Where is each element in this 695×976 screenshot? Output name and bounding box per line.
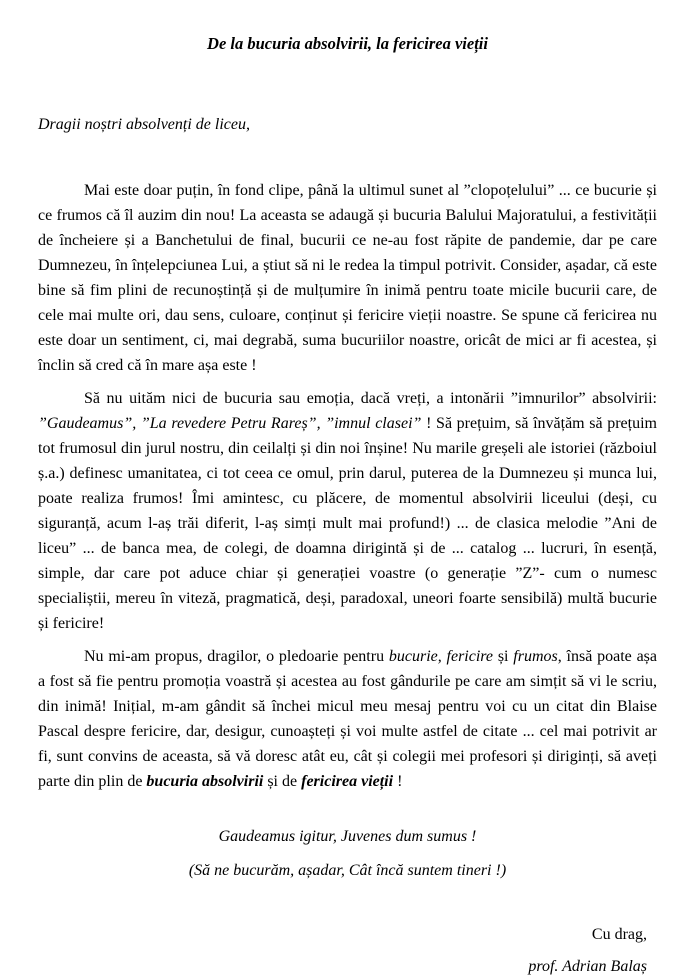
latin-quote-line: Gaudeamus igitur, Juvenes dum sumus ! xyxy=(218,828,477,845)
paragraph-1-text: Mai este doar puțin, în fond clipe, până la ultimul sunet al ”clopoțelului” ... ce bucurie și ce frumos că îl auzim din nou! La aceasta se adaugă și bucuria Balului Majoratului, a festivității de încheiere și a Banchetului de final, bucurii ce ne-au fost răpite de pandemie, dar pe care Dumnezeu, în înțelepciunea Lui, a știut să ni le redea la timpul potrivit. Consider, așadar, că este bine să fim plini de recunoștință și de mulțumire în inimă pentru toate micile bucurii care, de cele mai multe ori, dau sens, culoare, conținut și fericire vieții noastre. Se spune că fericirea nu este doar un sentiment, ci, mai degrabă, suma bucuriilor noastre, oricât de mici ar fi acestea, și înclin să cred că în mare așa este ! xyxy=(38,182,657,374)
hymn-titles-emphasis: ”Gaudeamus”, ”La revedere Petru Rareș”, ”imnul clasei” xyxy=(38,415,422,432)
body-paragraph-2 xyxy=(38,386,657,636)
signoff-block xyxy=(38,926,657,976)
beauty-emphasis: frumos xyxy=(513,648,558,665)
paragraph-2-text: Să nu uităm nici de bucuria sau emoția, dacă vreți, a intonării ”imnurilor” absolvirii: xyxy=(84,390,657,407)
author-signature: prof. Adrian Balaș xyxy=(528,958,647,975)
paragraph-3-text-continued: , însă poate așa a fost să fie pentru promoția voastră și acestea au fost gândurile pe care am simțit să vi le scriu, din inimă! Inițial, m-am gândit să închei micul meu mesaj pentru voi cu un citat din Blaise Pascal despre fericire, dar, desigur, cunoașteți și voi multe astfel de citate ... cel mai potrivit ar fi, sunt convins de aceasta, să vă doresc atât eu, cât și colegii mei profesori și diriginți, să aveți parte din plin de xyxy=(38,648,657,790)
letter-title: De la bucuria absolvirii, la fericirea vieții xyxy=(207,34,488,53)
graduation-joy-emphasis: bucuria absolvirii xyxy=(146,773,264,790)
paragraph-3-end: ! xyxy=(393,773,403,790)
paragraph-3-connector: și xyxy=(493,648,514,665)
salutation: Dragii noștri absolvenți de liceu, xyxy=(38,116,250,133)
life-happiness-emphasis: fericirea vieții xyxy=(301,773,394,790)
body-paragraph-3 xyxy=(38,644,657,794)
paragraph-2-text-continued: ! Să prețuim, să învățăm să prețuim tot frumosul din jurul nostru, din ceilalți și din noi înșine! Nu marile greșeli ale istoriei (războiul ș.a.) definesc umanitatea, ci tot ceea ce omul, prin darul, puterea de la Dumnezeu și munca lui, poate realiza frumos! Îmi amintesc, cu plăcere, de momentul absolvirii liceului (deși, cu siguranță, acum l-aș trăi diferit, l-aș simți mult mai profund!) ... de clasica melodie ”Ani de liceu” ... de banca mea, de colegi, de doamna dirigintă și de ... catalog ... lucruri, în esență, simple, dar care pot aduce chiar și generației voastre (o generație ”Z”- cum o numesc specialiștii, mereu în viteză, pragmatică, deși, paradoxal, uneori foarte sensibilă) multă bucurie și fericire! xyxy=(38,415,657,632)
joy-happiness-emphasis: bucurie, fericire xyxy=(388,648,494,665)
quote-translation-line: (Să ne bucurăm, așadar, Cât încă suntem tineri !) xyxy=(188,862,507,879)
closing-phrase: Cu drag, xyxy=(591,926,647,943)
paragraph-3-connector-2: și de xyxy=(263,773,302,790)
latin-quote-block xyxy=(38,828,657,880)
paragraph-3-text: Nu mi-am propus, dragilor, o pledoarie pentru xyxy=(84,648,389,665)
body-paragraph-1 xyxy=(38,178,657,378)
